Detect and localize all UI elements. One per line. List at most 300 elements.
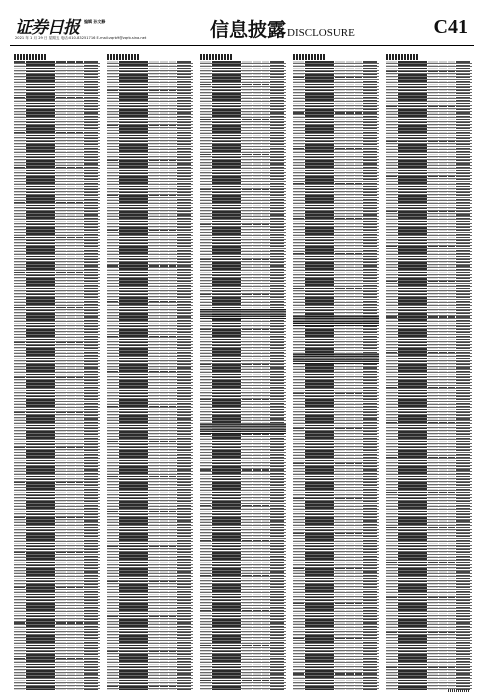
table-cell	[76, 90, 84, 91]
table-cell	[169, 680, 177, 681]
table-cell	[84, 176, 98, 177]
table-cell	[253, 125, 261, 126]
table-cell	[270, 135, 284, 136]
table-cell	[67, 278, 75, 279]
table-cell	[107, 265, 118, 266]
table-cell	[84, 559, 98, 560]
table-cell	[160, 473, 168, 474]
table-cell	[169, 428, 177, 429]
table-cell	[119, 412, 147, 414]
table-cell	[149, 243, 159, 244]
table-cell	[56, 240, 66, 241]
table-cell	[84, 479, 98, 480]
table-cell	[14, 422, 25, 423]
table-cell	[67, 418, 75, 419]
table-cell	[84, 87, 98, 88]
table-cell	[149, 377, 159, 378]
table-cell	[177, 431, 191, 432]
table-cell	[160, 374, 168, 375]
table-cell	[26, 115, 54, 117]
table-cell	[160, 281, 168, 282]
table-cell	[169, 479, 177, 480]
table-cell	[119, 115, 147, 117]
table-cell	[14, 536, 25, 537]
section-title-english: DISCLOSURE	[287, 27, 355, 39]
table-cell	[14, 243, 25, 244]
table-cell	[149, 686, 159, 687]
table-cell	[160, 237, 168, 238]
table-cell	[253, 227, 261, 228]
table-cell	[119, 335, 147, 337]
table-cell	[76, 441, 84, 442]
table-cell	[26, 405, 54, 407]
table-cell	[84, 485, 98, 486]
table-cell	[84, 390, 98, 391]
table-cell	[14, 559, 25, 560]
table-cell	[200, 97, 211, 98]
table-cell	[177, 689, 191, 690]
table-cell	[149, 387, 159, 388]
table-cell	[169, 613, 177, 614]
table-cell	[26, 281, 54, 283]
table-cell	[119, 613, 147, 615]
table-cell	[177, 482, 191, 483]
table-cell	[149, 304, 159, 305]
table-cell	[149, 673, 159, 674]
table-cell	[212, 135, 240, 137]
table-cell	[200, 167, 211, 168]
table-cell	[177, 173, 191, 174]
table-cell	[200, 119, 211, 120]
table-cell	[169, 667, 177, 668]
table-cell	[26, 192, 54, 194]
table-cell	[76, 234, 84, 235]
table-cell	[56, 635, 66, 636]
table-cell	[14, 450, 25, 451]
table-cell	[200, 377, 211, 378]
table-cell	[67, 540, 75, 541]
table-cell	[76, 680, 84, 681]
table-cell	[149, 527, 159, 528]
table-cell	[262, 307, 270, 308]
table-cell	[160, 320, 168, 321]
table-cell	[270, 403, 284, 404]
table-cell	[107, 482, 118, 483]
table-cell	[119, 543, 147, 545]
table-cell	[262, 399, 270, 400]
table-cell	[84, 600, 98, 601]
table-cell	[169, 320, 177, 321]
table-cell	[177, 339, 191, 340]
table-cell	[242, 192, 252, 193]
table-cell	[200, 390, 211, 391]
table-cell	[107, 562, 118, 563]
table-cell	[56, 313, 66, 314]
table-cell	[200, 291, 211, 292]
table-cell	[200, 221, 211, 222]
table-cell	[169, 425, 177, 426]
table-cell	[262, 135, 270, 136]
table-cell	[84, 154, 98, 155]
table-cell	[119, 479, 147, 481]
table-cell	[14, 434, 25, 435]
table-cell	[262, 348, 270, 349]
table-cell	[270, 103, 284, 104]
table-cell	[200, 106, 211, 107]
table-cell	[212, 243, 240, 245]
table-cell	[84, 607, 98, 608]
table-cell	[262, 390, 270, 391]
table-cell	[107, 568, 118, 569]
table-cell	[149, 97, 159, 98]
table-cell	[200, 199, 211, 200]
table-cell	[160, 262, 168, 263]
table-cell	[149, 221, 159, 222]
table-cell	[107, 336, 118, 337]
table-cell	[26, 431, 54, 433]
table-cell	[149, 543, 159, 544]
table-cell	[253, 371, 261, 372]
table-cell	[253, 211, 261, 212]
table-cell	[242, 441, 252, 442]
table-cell	[253, 383, 261, 384]
table-cell	[76, 329, 84, 330]
table-cell	[169, 374, 177, 375]
table-cell	[76, 243, 84, 244]
table-cell	[262, 84, 270, 85]
table-cell	[169, 469, 177, 470]
table-cell	[177, 135, 191, 136]
table-cell	[76, 148, 84, 149]
table-cell	[242, 291, 252, 292]
table-cell	[14, 144, 25, 145]
table-cell	[200, 132, 211, 133]
table-cell	[200, 288, 211, 289]
table-cell	[253, 157, 261, 158]
table-cell	[177, 565, 191, 566]
table-cell	[107, 176, 118, 177]
table-cell	[107, 508, 118, 509]
table-cell	[84, 132, 98, 133]
table-cell	[262, 103, 270, 104]
table-cell	[149, 393, 159, 394]
table-cell	[177, 661, 191, 662]
table-cell	[177, 635, 191, 636]
table-cell	[56, 157, 66, 158]
table-cell	[26, 555, 54, 557]
table-cell	[270, 297, 284, 298]
table-cell	[160, 393, 168, 394]
table-cell	[160, 218, 168, 219]
table-cell	[67, 530, 75, 531]
table-cell	[253, 81, 261, 82]
table-cell	[149, 511, 159, 512]
table-cell	[14, 447, 25, 448]
table-cell	[84, 106, 98, 107]
table-cell	[67, 138, 75, 139]
table-cell	[149, 524, 159, 525]
table-cell	[149, 540, 159, 541]
table-cell	[56, 447, 66, 448]
table-cell	[76, 128, 84, 129]
table-cell	[119, 380, 147, 382]
table-cell	[107, 667, 118, 668]
table-cell	[169, 638, 177, 639]
table-cell	[67, 434, 75, 435]
table-cell	[76, 221, 84, 222]
table-cell	[26, 87, 54, 89]
table-cell	[119, 103, 147, 105]
table-cell	[270, 342, 284, 343]
table-cell	[67, 205, 75, 206]
table-cell	[14, 297, 25, 298]
table-cell	[14, 403, 25, 404]
table-cell	[119, 447, 147, 449]
table-cell	[56, 355, 66, 356]
table-cell	[84, 399, 98, 400]
table-cell	[67, 269, 75, 270]
table-cell	[177, 202, 191, 203]
table-cell	[270, 224, 284, 225]
table-cell	[107, 304, 118, 305]
table-cell	[169, 409, 177, 410]
table-cell	[212, 396, 240, 398]
table-cell	[84, 304, 98, 305]
table-cell	[76, 619, 84, 620]
table-cell	[107, 90, 118, 91]
table-cell	[169, 520, 177, 521]
table-cell	[119, 227, 147, 229]
table-cell	[84, 361, 98, 362]
table-cell	[253, 122, 261, 123]
table-cell	[262, 323, 270, 324]
table-cell	[200, 154, 211, 155]
table-cell	[67, 90, 75, 91]
table-cell	[119, 590, 147, 592]
table-cell	[177, 651, 191, 652]
table-cell	[67, 323, 75, 324]
table-cell	[270, 211, 284, 212]
table-cell	[160, 673, 168, 674]
table-cell	[14, 610, 25, 611]
table-cell	[160, 514, 168, 515]
table-cell	[76, 189, 84, 190]
table-cell	[160, 658, 168, 659]
table-cell	[14, 301, 25, 302]
table-cell	[160, 195, 168, 196]
table-cell	[14, 664, 25, 665]
table-cell	[262, 371, 270, 372]
table-cell	[56, 65, 66, 66]
table-cell	[200, 396, 211, 397]
data-table	[107, 61, 193, 690]
table-cell	[177, 670, 191, 671]
table-cell	[14, 269, 25, 270]
table-cell	[67, 559, 75, 560]
table-cell	[262, 367, 270, 368]
table-cell	[169, 138, 177, 139]
table-cell	[26, 533, 54, 535]
table-cell	[67, 667, 75, 668]
table-cell	[253, 170, 261, 171]
table-cell	[26, 243, 54, 245]
table-cell	[76, 380, 84, 381]
table-cell	[149, 253, 159, 254]
table-cell	[67, 581, 75, 582]
table-cell	[149, 336, 159, 337]
table-cell	[242, 342, 252, 343]
table-cell	[169, 275, 177, 276]
table-cell	[242, 97, 252, 98]
table-cell	[107, 320, 118, 321]
table-cell	[56, 520, 66, 521]
table-cell	[84, 364, 98, 365]
table-cell	[177, 87, 191, 88]
table-cell	[160, 323, 168, 324]
table-cell	[84, 288, 98, 289]
table-cell	[160, 132, 168, 133]
table-cell	[270, 163, 284, 164]
table-cell	[160, 396, 168, 397]
table-cell	[270, 285, 284, 286]
table-cell	[262, 119, 270, 120]
table-cell	[76, 594, 84, 595]
table-cell	[242, 383, 252, 384]
table-cell	[107, 122, 118, 123]
table-cell	[149, 224, 159, 225]
table-cell	[270, 275, 284, 276]
table-cell	[242, 148, 252, 149]
table-cell	[76, 406, 84, 407]
table-cell	[242, 77, 252, 78]
table-cell	[107, 154, 118, 155]
table-cell	[169, 536, 177, 537]
table-cell	[56, 505, 66, 506]
table-cell	[262, 116, 270, 117]
table-cell	[84, 230, 98, 231]
table-cell	[169, 291, 177, 292]
table-cell	[149, 680, 159, 681]
table-cell	[14, 485, 25, 486]
table-cell	[160, 256, 168, 257]
table-cell	[26, 154, 54, 156]
table-cell	[26, 370, 54, 372]
table-cell	[177, 610, 191, 611]
table-cell	[107, 380, 118, 381]
table-cell	[84, 396, 98, 397]
table-cell	[76, 227, 84, 228]
table-cell	[26, 221, 54, 223]
table-cell	[270, 272, 284, 273]
table-cell	[107, 157, 118, 158]
table-cell	[149, 68, 159, 69]
table-cell	[270, 422, 284, 423]
table-cell	[56, 654, 66, 655]
table-cell	[160, 438, 168, 439]
table-cell	[149, 265, 159, 266]
table-cell	[200, 320, 211, 321]
table-cell	[242, 329, 252, 330]
table-cell	[169, 540, 177, 541]
table-cell	[26, 660, 54, 662]
table-cell	[76, 530, 84, 531]
table-cell	[149, 409, 159, 410]
table-cell	[200, 61, 211, 62]
table-cell	[107, 119, 118, 120]
table-cell	[119, 316, 147, 318]
table-cell	[67, 285, 75, 286]
table-cell	[107, 125, 118, 126]
table-cell	[14, 575, 25, 576]
table-cell	[160, 387, 168, 388]
table-cell	[262, 125, 270, 126]
table-cell	[56, 116, 66, 117]
table-cell	[169, 619, 177, 620]
table-cell	[14, 562, 25, 563]
table-cell	[242, 122, 252, 123]
table-cell	[212, 99, 240, 101]
table-cell	[169, 240, 177, 241]
table-cell	[84, 575, 98, 576]
table-cell	[253, 320, 261, 321]
table-cell	[160, 259, 168, 260]
table-cell	[56, 680, 66, 681]
table-cell	[67, 304, 75, 305]
table-cell	[119, 84, 147, 86]
table-cell	[26, 568, 54, 570]
table-cell	[270, 154, 284, 155]
table-cell	[212, 90, 240, 92]
table-cell	[270, 205, 284, 206]
table-cell	[14, 686, 25, 687]
table-cell	[67, 230, 75, 231]
table-cell	[76, 520, 84, 521]
table-cell	[270, 281, 284, 282]
table-cell	[76, 367, 84, 368]
table-cell	[119, 603, 147, 605]
table-cell	[119, 211, 147, 213]
table-cell	[270, 399, 284, 400]
table-cell	[177, 450, 191, 451]
table-cell	[160, 246, 168, 247]
table-cell	[242, 371, 252, 372]
table-cell	[242, 364, 252, 365]
table-cell	[26, 364, 54, 366]
table-cell	[177, 594, 191, 595]
table-cell	[160, 116, 168, 117]
table-cell	[67, 148, 75, 149]
table-cell	[14, 415, 25, 416]
table-cell	[242, 246, 252, 247]
table-cell	[107, 434, 118, 435]
table-cell	[56, 629, 66, 630]
table-cell	[262, 320, 270, 321]
table-cell	[107, 332, 118, 333]
table-cell	[253, 269, 261, 270]
table-cell	[169, 339, 177, 340]
table-cell	[177, 540, 191, 541]
table-cell	[119, 571, 147, 573]
table-cell	[212, 205, 240, 207]
table-cell	[200, 301, 211, 302]
table-cell	[253, 135, 261, 136]
table-cell	[26, 520, 54, 522]
table-cell	[253, 256, 261, 257]
table-cell	[107, 275, 118, 276]
table-cell	[119, 558, 147, 560]
table-cell	[119, 587, 147, 589]
table-cell	[56, 415, 66, 416]
